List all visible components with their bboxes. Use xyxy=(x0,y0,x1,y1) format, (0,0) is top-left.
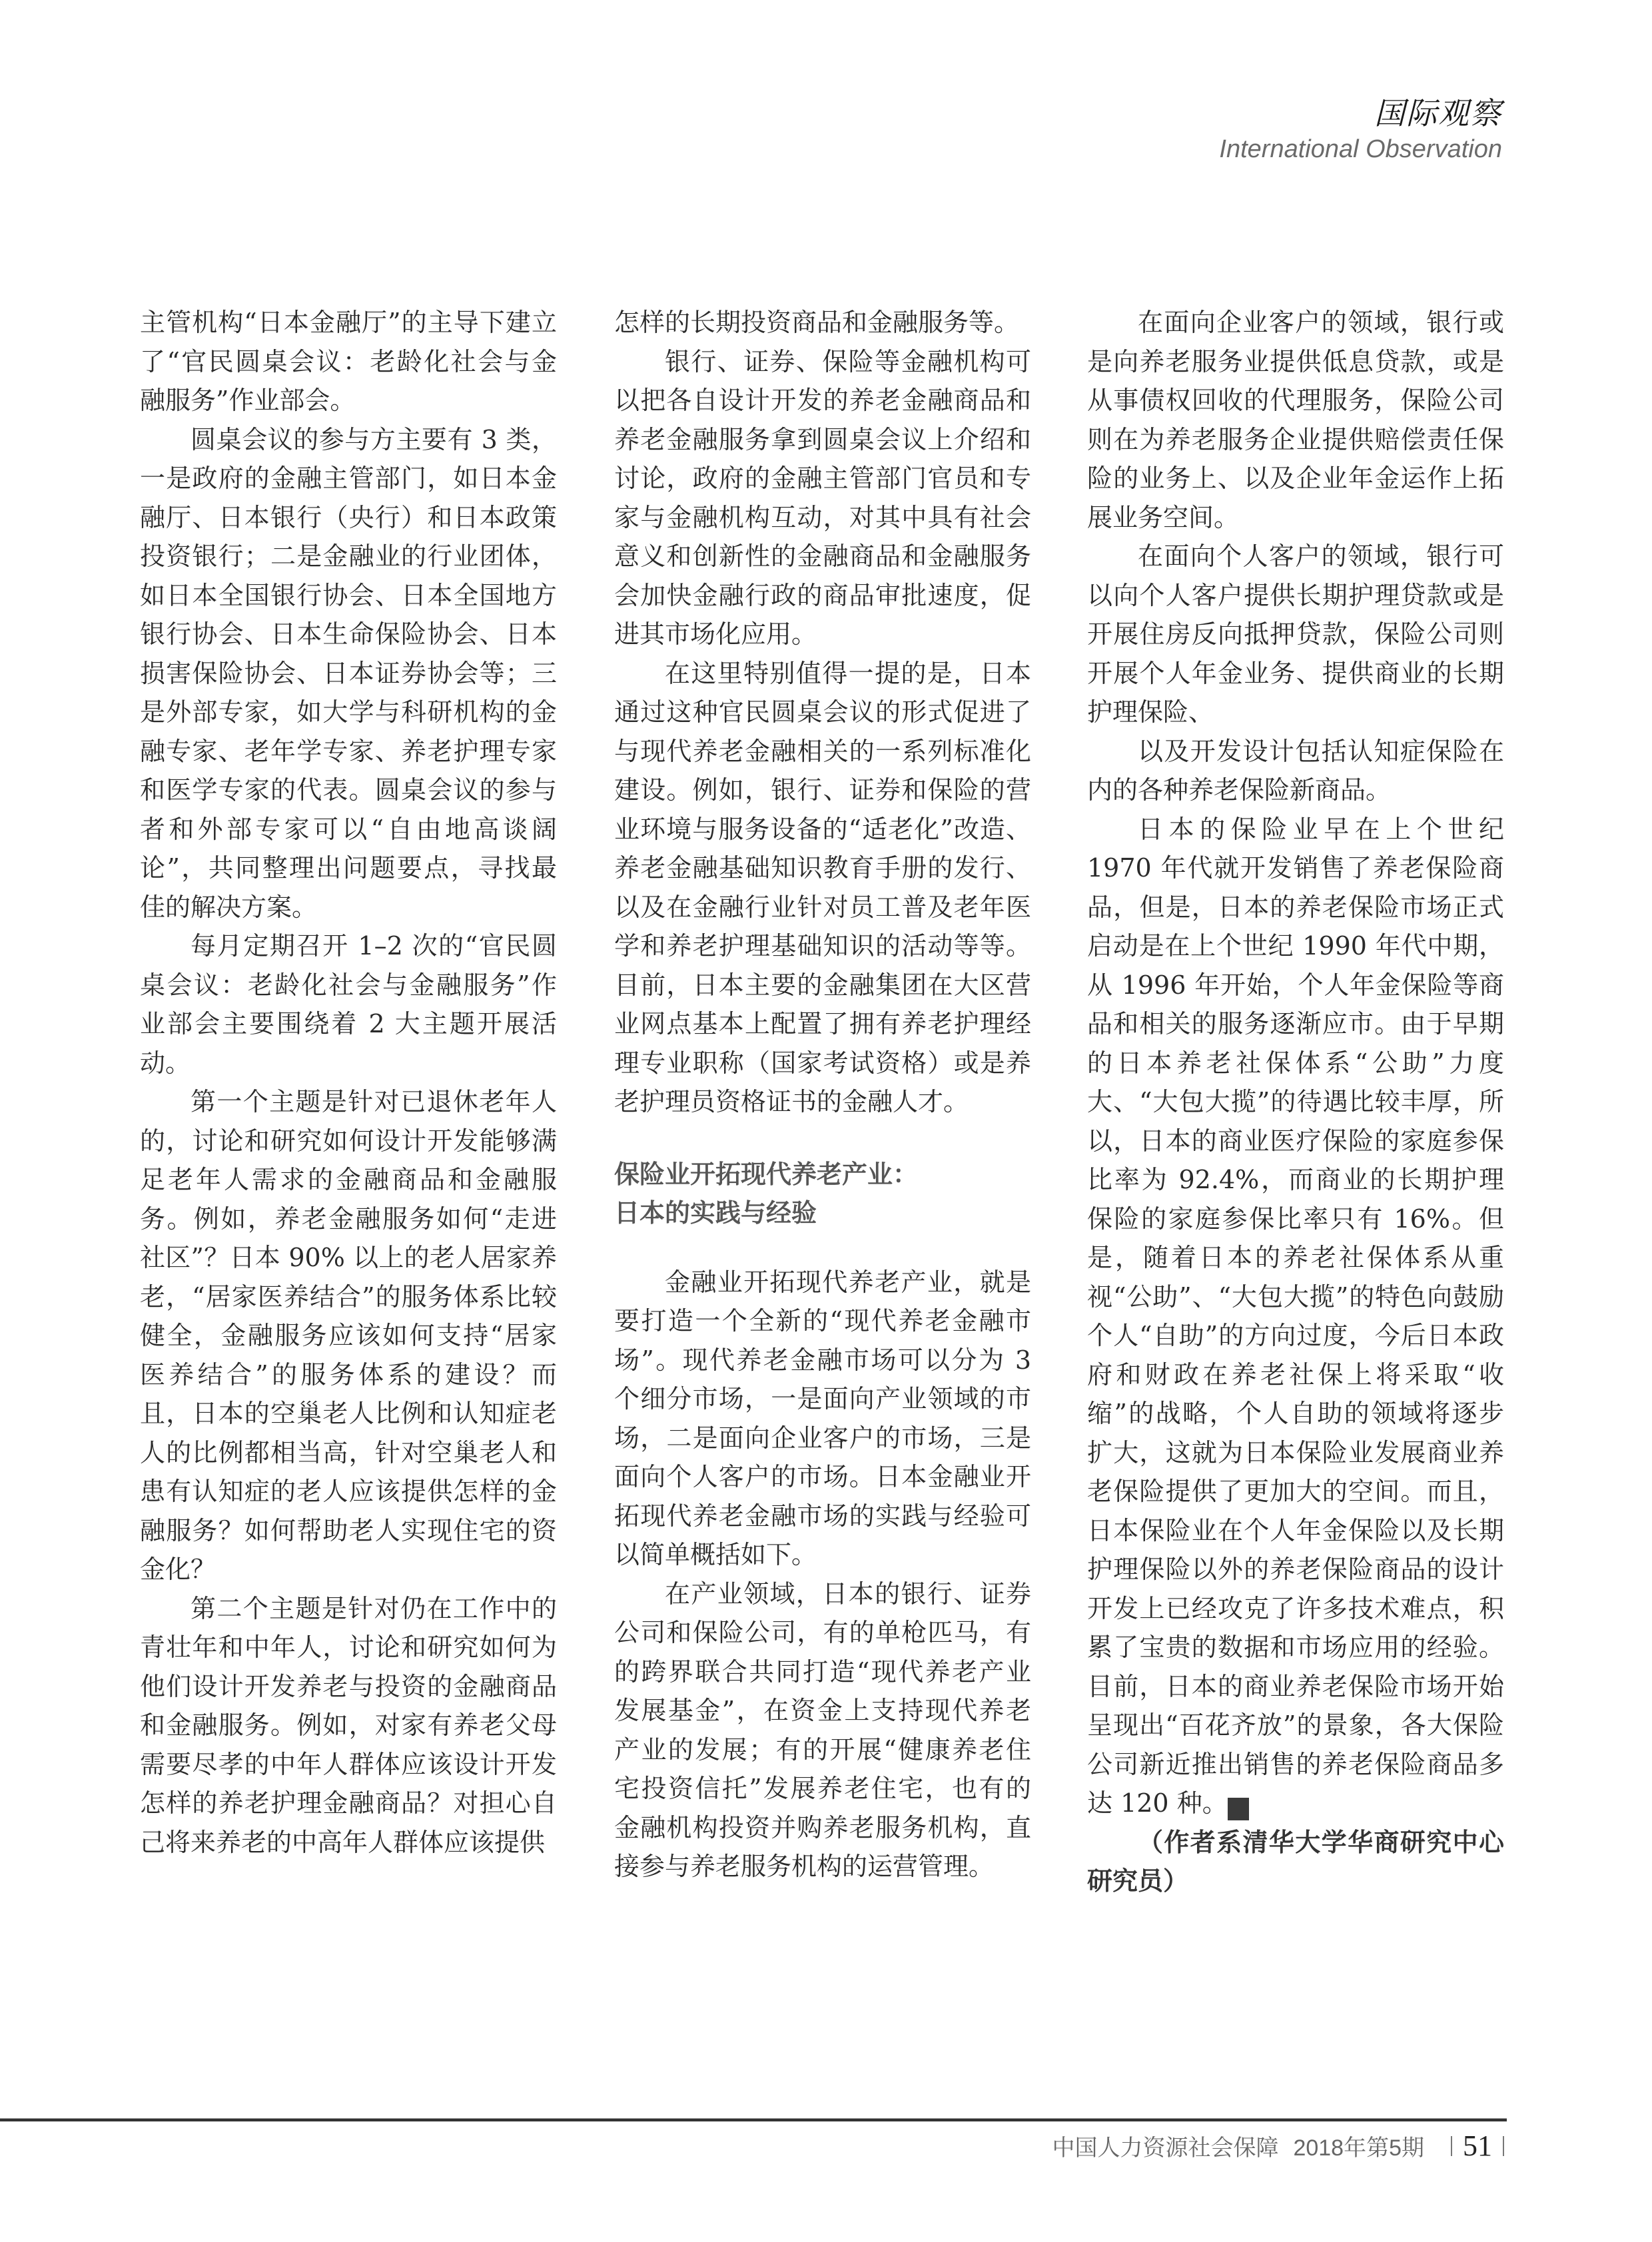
journal-name: 中国人力资源社会保障 xyxy=(1052,2135,1279,2161)
end-of-article-mark-icon: Rs xyxy=(1228,1798,1249,1820)
paragraph: 圆桌会议的参与方主要有 3 类，一是政府的金融主管部门，如日本金融厅、日本银行（央行）和日本政策投资银行；二是金融业的行业团体，如日本全国银行协会、日本全国地方银行协会、日本生命保险协会、日本损害保险协会、日本证券协会等；三是外部专家，如大学与科研机构的金融专家、老年学专家、养老护理专家和医学专家的代表。圆桌会议的参与者和外部专家可以“自由地高谈阔论”，共同整理出问题要点，寻找最佳的解决方案。 xyxy=(140,424,557,922)
section-title: 国际观察 xyxy=(1374,95,1502,131)
author-note: （作者系清华大学华商研究中心研究员） xyxy=(1087,1827,1504,1896)
paragraph: 每月定期召开 1–2 次的“官民圆桌会议：老龄化社会与金融服务”作业部会主要围绕着 2 大主题开展活动。 xyxy=(140,931,557,1078)
paragraph: 以及开发设计包括认知症保险在内的各种养老保险新商品。 xyxy=(1087,736,1504,805)
page-footer xyxy=(1052,2129,1504,2163)
article-column-1 xyxy=(140,303,557,1862)
paragraph: 第二个主题是针对仍在工作中的青壮年和中年人，讨论和研究如何为他们设计开发养老与投资的金融商品和金融服务。例如，对家有养老父母需要尽孝的中年人群体应该设计开发怎样的养老护理金融商品？对担心自己将来养老的中高年人群体应该提供 xyxy=(140,1593,557,1857)
page-number: 51 xyxy=(1463,2129,1492,2162)
final-paragraph xyxy=(1087,810,1504,1823)
paragraph: 怎样的长期投资商品和金融服务等。 xyxy=(614,308,1020,337)
article-column-2 xyxy=(614,303,1031,1886)
article-column-3 xyxy=(1087,303,1504,1901)
section-subheading xyxy=(614,1155,1031,1232)
paragraph: 主管机构“日本金融厅”的主导下建立了“官民圆桌会议：老龄化社会与金融服务”作业部会。 xyxy=(140,308,557,415)
subheading-line-2: 日本的实践与经验 xyxy=(614,1198,817,1228)
paragraph: 第一个主题是针对已退休老年人的，讨论和研究如何设计开发能够满足老年人需求的金融商品和金融服务。例如，养老金融服务如何“走进社区”？日本 90% 以上的老人居家养老，“居家医养结合”的服务体系比较健全，金融服务应该如何支持“居家医养结合”的服务体系的建设？而且，日本的空巢老人比例和认知症老人的比例都相当高，针对空巢老人和患有认知症的老人应该提供怎样的金融服务？如何帮助老人实现住宅的资金化？ xyxy=(140,1087,557,1584)
paragraph-text: 日本的保险业早在上个世纪 1970 年代就开发销售了养老保险商品，但是，日本的养老保险市场正式启动是在上个世纪 1990 年代中期，从 1996 年开始，个人年金保险等商品和相关的服务逐渐应市。由于早期的日本养老社保体系“公助”力度大、“大包大揽”的待遇比较丰厚，所以，日本的商业医疗保险的家庭参保比率为 92.4%，而商业的长期护理保险的家庭参保比率只有 16%。但是，随着日本的养老社保体系从重视“公助”、“大包大揽”的特色向鼓励个人“自助”的方向过度，今后日本政府和财政在养老社保上将采取“收缩”的战略，个人自助的领域将逐步扩大，这就为日本保险业发展商业养老保险提供了更加大的空间。而且，日本保险业在个人年金保险以及长期护理保险以外的养老保险商品的设计开发上已经攻克了许多技术难点，积累了宝贵的数据和市场应用的经验。目前，日本的商业养老保险市场开始呈现出“百花齐放”的景象，各大保险公司新近推出销售的养老保险商品多达 120 种。 xyxy=(1087,814,1504,1818)
footer-divider xyxy=(0,2118,1507,2121)
page-header xyxy=(1219,93,1502,165)
paragraph: 在面向个人客户的领域，银行可以向个人客户提供长期护理贷款或是开展住房反向抵押贷款，保险公司则开展个人年金业务、提供商业的长期护理保险、 xyxy=(1087,542,1504,727)
paragraph: 银行、证券、保险等金融机构可以把各自设计开发的养老金融商品和养老金融服务拿到圆桌会议上介绍和讨论，政府的金融主管部门官员和专家与金融机构互动，对其中具有社会意义和创新性的金融商品和金融服务会加快金融行政的商品审批速度，促进其市场化应用。 xyxy=(614,346,1031,649)
paragraph: 金融业开拓现代养老产业，就是要打造一个全新的“现代养老金融市场”。现代养老金融市场可以分为 3 个细分市场，一是面向产业领域的市场，二是面向企业客户的市场，三是面向个人客户的市场。日本金融业开拓现代养老金融市场的实践与经验可以简单概括如下。 xyxy=(614,1267,1031,1569)
paragraph: 在面向企业客户的领域，银行或是向养老服务业提供低息贷款，或是从事债权回收的代理服务，保险公司则在为养老服务企业提供赔偿责任保险的业务上、以及企业年金运作上拓展业务空间。 xyxy=(1087,308,1504,532)
section-subtitle: International Observation xyxy=(1219,135,1502,163)
divider-bar xyxy=(1503,2136,1504,2156)
subheading-line-1: 保险业开拓现代养老产业： xyxy=(614,1159,919,1189)
paragraph: 在产业领域，日本的银行、证券公司和保险公司，有的单枪匹马，有的跨界联合共同打造“现代养老产业发展基金”，在资金上支持现代养老产业的发展；有的开展“健康养老住宅投资信托”发展养老住宅，也有的金融机构投资并购养老服务机构，直接参与养老服务机构的运营管理。 xyxy=(614,1579,1031,1881)
paragraph: 在这里特别值得一提的是，日本通过这种官民圆桌会议的形式促进了与现代养老金融相关的一系列标准化建设。例如，银行、证券和保险的营业环境与服务设备的“适老化”改造、养老金融基础知识教育手册的发行、以及在金融行业针对员工普及老年医学和养老护理基础知识的活动等等。目前，日本主要的金融集团在大区营业网点基本上配置了拥有养老护理经理专业职称（国家考试资格）或是养老护理员资格证书的金融人才。 xyxy=(614,658,1031,1116)
divider-bar xyxy=(1451,2136,1452,2156)
issue-label: 2018年第5期 xyxy=(1293,2135,1424,2161)
